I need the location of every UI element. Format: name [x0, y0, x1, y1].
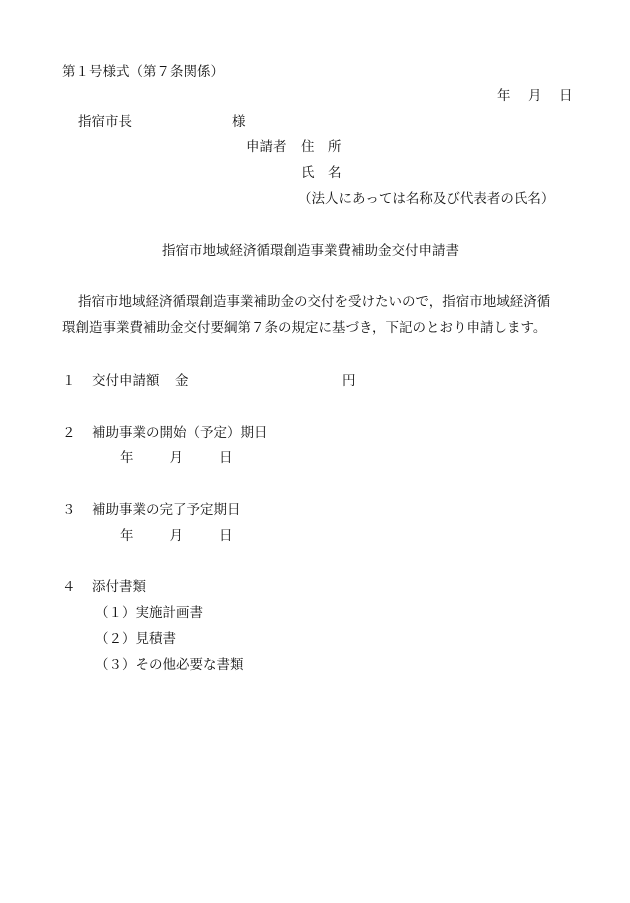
item2-date: 年 月 日: [120, 450, 236, 466]
applicant-note: （法人にあっては名称及び代表者の氏名）: [298, 191, 555, 207]
item2-label: 補助事業の開始（予定）期日: [92, 425, 268, 441]
applicant-address-label: 住 所: [301, 139, 342, 155]
item3-number: ３: [62, 502, 76, 518]
addressee-honorific: 様: [232, 114, 246, 130]
item3-label: 補助事業の完了予定期日: [92, 502, 241, 518]
applicant-name-label: 氏 名: [301, 165, 342, 181]
applicant-label: 申請者: [246, 139, 287, 155]
item1-prefix: 金: [175, 373, 189, 389]
form-label: 第１号様式（第７条関係）: [62, 64, 224, 80]
item1-unit: 円: [342, 373, 356, 389]
date-line: 年 月 日: [497, 88, 575, 104]
document-title: 指宿市地域経済循環創造事業費補助金交付申請書: [162, 243, 459, 259]
item1-number: １: [62, 373, 76, 389]
body-line-2: 環創造事業費補助金交付要綱第７条の規定に基づき，下記のとおり申請します。: [62, 320, 547, 336]
body-line-1: 指宿市地域経済循環創造事業補助金の交付を受けたいので，指宿市地域経済循: [78, 294, 551, 310]
item4-label: 添付書類: [92, 579, 146, 595]
addressee-recipient: 指宿市長: [78, 114, 132, 130]
item1-label: 交付申請額: [92, 373, 160, 389]
attachment-item: （２）見積書: [95, 631, 176, 647]
item2-number: ２: [62, 425, 76, 441]
attachment-item: （１）実施計画書: [95, 605, 203, 621]
attachment-item: （３）その他必要な書類: [95, 657, 244, 673]
item4-number: ４: [62, 579, 76, 595]
item3-date: 年 月 日: [120, 528, 236, 544]
